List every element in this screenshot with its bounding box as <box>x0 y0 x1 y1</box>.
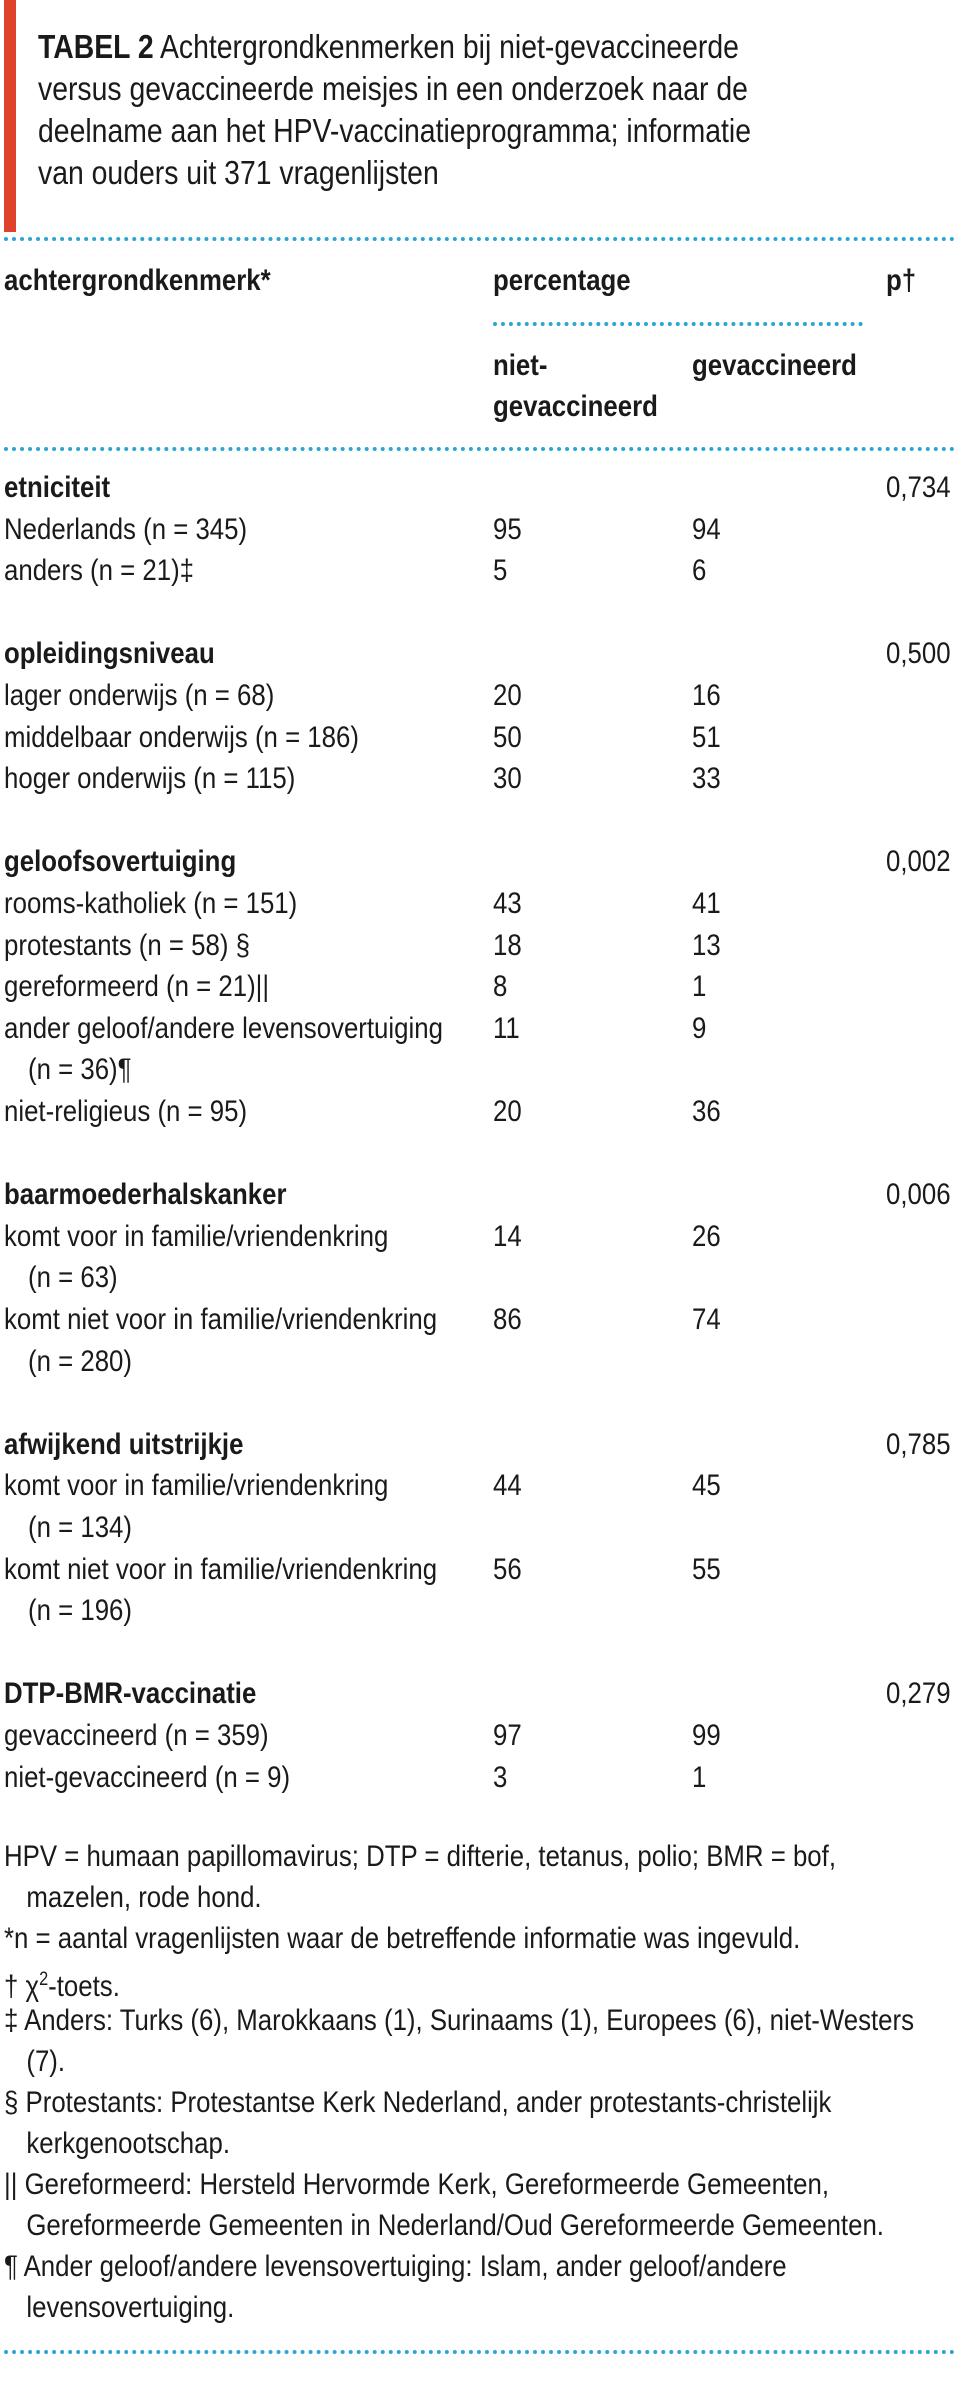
header-characteristic: achtergrondkenmerk* <box>4 264 271 297</box>
value-gevaccineerd: 36 <box>692 1095 721 1128</box>
value-niet-gevaccineerd: 44 <box>493 1469 522 1503</box>
caption-label: TABEL 2 <box>38 28 154 65</box>
value-niet-gevaccineerd: 14 <box>493 1219 522 1253</box>
value-niet-gevaccineerd: 86 <box>493 1303 522 1336</box>
header-niet-line2: gevaccineerd <box>493 390 658 423</box>
rule-bottom <box>4 2350 955 2354</box>
caption-text: Achtergrondkenmerken bij niet-gevaccineerde versus gevaccineerde meisjes in een onderzoek naar de deelname aan het HPV-vaccinatieprogramma; informatie van ouders uit 371 vragenlijsten <box>38 28 752 191</box>
value-niet-gevaccineerd: 20 <box>493 679 522 712</box>
value-gevaccineerd: 51 <box>692 720 721 754</box>
value-niet-gevaccineerd: 18 <box>493 928 522 962</box>
group-title: geloofsovertuiging <box>4 845 237 879</box>
header-niet-line1: niet- <box>493 349 548 382</box>
row-label: rooms-katholiek (n = 151) <box>4 887 298 920</box>
footnote-anders: ‡ Anders: Turks (6), Marokkaans (1), Surinaams (1), Europees (6), niet-Westers (7). <box>4 2004 915 2078</box>
value-niet-gevaccineerd: 30 <box>493 762 522 796</box>
footnote-protestants: § Protestants: Protestantse Kerk Nederland, ander protestants-christelijk kerkgenootschap. <box>4 2086 832 2160</box>
value-niet-gevaccineerd: 11 <box>493 1011 520 1045</box>
value-gevaccineerd: 9 <box>692 1011 707 1045</box>
p-value: 0,006 <box>886 1178 951 1212</box>
footnote-gereformeerd: || Gereformeerd: Hersteld Hervormde Kerk, Gereformeerde Gemeenten, Gereformeerde Gemeenten in Nederland/Oud Gereformeerde Gemeenten. <box>4 2168 884 2242</box>
value-gevaccineerd: 1 <box>692 970 707 1004</box>
p-value: 0,785 <box>886 1427 951 1461</box>
value-gevaccineerd: 1 <box>692 1760 707 1794</box>
footnote-ander: ¶ Ander geloof/andere levensovertuiging: Islam, ander geloof/andere levensovertuiging. <box>4 2250 787 2324</box>
footnote-abbrev: HPV = humaan papillomavirus; DTP = difterie, tetanus, polio; BMR = bof, mazelen, rode hond. <box>4 1840 836 1914</box>
value-gevaccineerd: 16 <box>692 679 721 712</box>
group-title: baarmoederhalskanker <box>4 1178 287 1212</box>
row-label: niet-gevaccineerd (n = 9) <box>4 1760 291 1794</box>
row-label: Nederlands (n = 345) <box>4 512 248 546</box>
row-label: ander geloof/andere levensovertuiging <box>4 1011 443 1045</box>
value-niet-gevaccineerd: 50 <box>493 720 522 754</box>
group-title: afwijkend uitstrijkje <box>4 1427 244 1461</box>
header-p: p† <box>886 264 917 297</box>
p-value: 0,002 <box>886 845 951 879</box>
row-label: niet-religieus (n = 95) <box>4 1095 248 1128</box>
value-gevaccineerd: 45 <box>692 1469 721 1503</box>
footnote-chi-prefix: † χ <box>4 1970 40 2003</box>
row-label-continued: (n = 280) <box>28 1344 132 1378</box>
footnote-chi-suffix: -toets. <box>48 1970 120 2003</box>
row-label-continued: (n = 134) <box>28 1511 132 1544</box>
value-niet-gevaccineerd: 3 <box>493 1760 508 1794</box>
row-label: komt niet voor in familie/vriendenkring <box>4 1552 438 1586</box>
table-caption <box>38 26 795 194</box>
row-label: komt voor in familie/vriendenkring <box>4 1469 389 1503</box>
value-gevaccineerd: 55 <box>692 1552 721 1586</box>
row-label: gevaccineerd (n = 359) <box>4 1719 269 1752</box>
rule-header <box>4 447 955 451</box>
header-gevaccineerd: gevaccineerd <box>692 349 857 382</box>
value-gevaccineerd: 33 <box>692 762 721 796</box>
row-label: anders (n = 21)‡ <box>4 554 195 588</box>
rule-top <box>4 237 955 241</box>
p-value: 0,734 <box>886 471 951 504</box>
row-label: komt niet voor in familie/vriendenkring <box>4 1303 438 1336</box>
value-niet-gevaccineerd: 95 <box>493 512 522 546</box>
row-label-continued: (n = 36)¶ <box>28 1053 132 1087</box>
value-gevaccineerd: 26 <box>692 1219 721 1253</box>
value-gevaccineerd: 74 <box>692 1303 721 1336</box>
accent-bar <box>4 0 16 232</box>
row-label-continued: (n = 63) <box>28 1261 118 1295</box>
group-title: DTP-BMR-vaccinatie <box>4 1677 257 1711</box>
header-percentage: percentage <box>493 264 631 297</box>
group-title: opleidingsniveau <box>4 637 215 671</box>
p-value: 0,500 <box>886 637 951 671</box>
value-niet-gevaccineerd: 8 <box>493 970 508 1004</box>
value-niet-gevaccineerd: 56 <box>493 1552 522 1586</box>
value-gevaccineerd: 6 <box>692 554 707 588</box>
value-niet-gevaccineerd: 43 <box>493 887 522 920</box>
value-gevaccineerd: 41 <box>692 887 721 920</box>
footnote-chi-sup: 2 <box>39 1969 49 1990</box>
row-label: hoger onderwijs (n = 115) <box>4 762 296 796</box>
value-niet-gevaccineerd: 97 <box>493 1719 522 1752</box>
footnote-n: *n = aantal vragenlijsten waar de betreffende informatie was ingevuld. <box>4 1922 801 1955</box>
group-title: etniciteit <box>4 471 111 504</box>
row-label-continued: (n = 196) <box>28 1594 132 1628</box>
value-niet-gevaccineerd: 5 <box>493 554 508 588</box>
value-gevaccineerd: 94 <box>692 512 721 546</box>
row-label: middelbaar onderwijs (n = 186) <box>4 720 359 754</box>
rule-percentage <box>493 322 863 326</box>
value-gevaccineerd: 99 <box>692 1719 721 1752</box>
value-gevaccineerd: 13 <box>692 928 721 962</box>
value-niet-gevaccineerd: 20 <box>493 1095 522 1128</box>
row-label: gereformeerd (n = 21)|| <box>4 970 270 1004</box>
p-value: 0,279 <box>886 1677 951 1711</box>
row-label: protestants (n = 58) § <box>4 928 250 962</box>
row-label: komt voor in familie/vriendenkring <box>4 1219 389 1253</box>
row-label: lager onderwijs (n = 68) <box>4 679 275 712</box>
